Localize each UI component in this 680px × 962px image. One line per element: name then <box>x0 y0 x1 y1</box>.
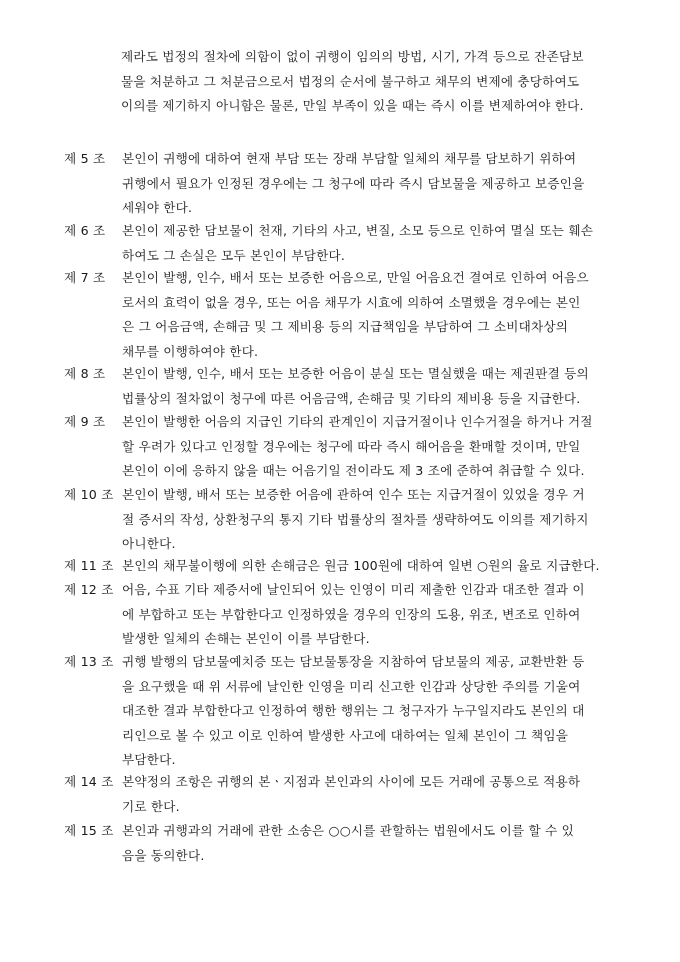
article-body <box>122 266 644 364</box>
article-10 <box>64 483 644 557</box>
article-body <box>122 410 644 484</box>
article-body <box>122 483 644 557</box>
article-number: 제 14 조 <box>64 774 114 789</box>
article-number: 제 8 조 <box>64 366 106 381</box>
text-line: 아니한다. <box>122 536 176 551</box>
text-line: 귀행 발행의 담보물예치증 또는 담보물통장을 지참하여 담보물의 제공, 교환반환 등 <box>122 654 585 669</box>
article-6 <box>64 219 644 268</box>
article-body <box>122 219 644 268</box>
article-5 <box>64 147 644 221</box>
article-13 <box>64 650 644 773</box>
article-body <box>122 554 644 579</box>
text-line: 채무를 이행하여야 한다. <box>122 343 259 359</box>
text-line: 로서의 효력이 없을 경우, 또는 어음 채무가 시효에 의하여 소멸했을 경우에는 본인 <box>122 294 581 310</box>
text-line: 음을 동의한다. <box>122 847 205 863</box>
text-line: 대조한 결과 부합한다고 인정하여 행한 행위는 그 청구자가 누구일지라도 본인의 대 <box>122 703 585 718</box>
article-number: 제 10 조 <box>64 487 114 502</box>
article-9 <box>64 410 644 484</box>
text-line: 을 요구했을 때 위 서류에 날인한 인영을 미리 신고한 인감과 상당한 주의를 기울여 <box>122 678 581 694</box>
text-line: 본인이 제공한 담보물이 천재, 기타의 사고, 변질, 소모 등으로 인하여 멸실 또는 훼손 <box>122 223 594 238</box>
article-11 <box>64 554 644 579</box>
text-line: 발생한 일체의 손해는 본인이 이를 부담한다. <box>122 631 370 646</box>
text-line: 법률상의 절차없이 청구에 따른 어음금액, 손해금 및 기타의 제비용 등을 지급한다. <box>122 390 581 406</box>
text-line: 하여도 그 손실은 모두 본인이 부담한다. <box>122 247 346 263</box>
article-number: 제 7 조 <box>64 270 106 285</box>
article-number: 제 12 조 <box>64 582 114 597</box>
text-line: 에 부합하고 또는 부합한다고 인정하였을 경우의 인장의 도용, 위조, 변조로 인하여 <box>122 606 581 622</box>
text-line: 부담한다. <box>122 752 176 767</box>
text-line: 이의를 제기하지 아니함은 물론, 만일 부족이 있을 때는 즉시 이를 변제하여야 한다. <box>121 98 584 113</box>
text-line: 본인이 이에 응하지 않을 때는 어음기일 전이라도 제 3 조에 준하여 취급할 수 있다. <box>122 463 585 478</box>
article-8 <box>64 362 644 411</box>
article-body <box>122 578 644 652</box>
article-body <box>122 362 644 411</box>
article-body <box>122 147 644 221</box>
text-line: 할 우려가 있다고 인정할 경우에는 청구에 따라 즉시 해어음을 환매할 것이며, 만일 <box>122 438 581 454</box>
text-line: 절 증서의 작성, 상환청구의 통지 기타 법률상의 절차를 생략하여도 이의를 제기하지 <box>122 511 589 527</box>
article-15 <box>64 819 644 868</box>
text-line: 어음, 수표 기타 제증서에 날인되어 있는 인영이 미리 제출한 인감과 대조한 결과 이 <box>122 582 585 597</box>
article-number: 제 15 조 <box>64 823 114 838</box>
article-number: 제 9 조 <box>64 414 106 429</box>
article-14 <box>64 770 644 819</box>
article-body <box>122 650 644 773</box>
text-line: 기로 한다. <box>122 798 180 814</box>
text-line: 본인이 발행, 인수, 배서 또는 보증한 어음으로, 만일 어음요건 결여로 인하여 어음으 <box>122 270 589 285</box>
text-line: 은 그 어음금액, 손해금 및 그 제비용 등의 지급책임을 부담하여 그 소비대차상의 <box>122 319 569 334</box>
article-body <box>122 770 644 819</box>
text-line: 세워야 한다. <box>122 200 193 215</box>
article-number: 제 5 조 <box>64 151 106 166</box>
text-line: 본인이 발행, 배서 또는 보증한 어음에 관하여 인수 또는 지급거절이 있었을 경우 거 <box>122 487 585 502</box>
text-line: 본인이 발행, 인수, 배서 또는 보증한 어음이 분실 또는 멸실했을 때는 제권판결 등의 <box>122 366 589 381</box>
text-line: 귀행에서 필요가 인정된 경우에는 그 청구에 따라 즉시 담보물을 제공하고 보증인을 <box>122 175 585 191</box>
article-number: 제 11 조 <box>64 558 114 573</box>
article-12 <box>64 578 644 652</box>
article-body <box>122 819 644 868</box>
article-continuation <box>121 45 641 119</box>
text-line: 본인이 귀행에 대하여 현재 부담 또는 장래 부담할 일체의 채무를 담보하기 위하여 <box>122 151 577 166</box>
text-line: 리인으로 볼 수 있고 이로 인하여 발생한 사고에 대하여는 일체 본인이 그 책임을 <box>122 727 569 743</box>
article-number: 제 13 조 <box>64 654 114 669</box>
text-line: 물을 처분하고 그 처분금으로서 법정의 순서에 불구하고 채무의 변제에 충당하여도 <box>121 73 580 89</box>
article-7 <box>64 266 644 364</box>
text-line: 본인과 귀행과의 거래에 관한 소송은 ○○시를 관할하는 법원에서도 이를 할 수 있 <box>122 823 574 838</box>
article-number: 제 6 조 <box>64 223 106 238</box>
text-line: 본약정의 조항은 귀행의 본ㆍ지점과 본인과의 사이에 모든 거래에 공통으로 적용하 <box>122 774 581 789</box>
text-line: 본인의 채무불이행에 의한 손해금은 원금 100원에 대하여 일변 ○원의 율로 지급한다. <box>122 558 600 573</box>
text-line: 본인이 발행한 어음의 지급인 기타의 관계인이 지급거절이나 인수거절을 하거나 거절 <box>122 414 593 429</box>
text-line: 제라도 법정의 절차에 의함이 없이 귀행이 임의의 방법, 시기, 가격 등으로 잔존담보 <box>121 49 584 64</box>
